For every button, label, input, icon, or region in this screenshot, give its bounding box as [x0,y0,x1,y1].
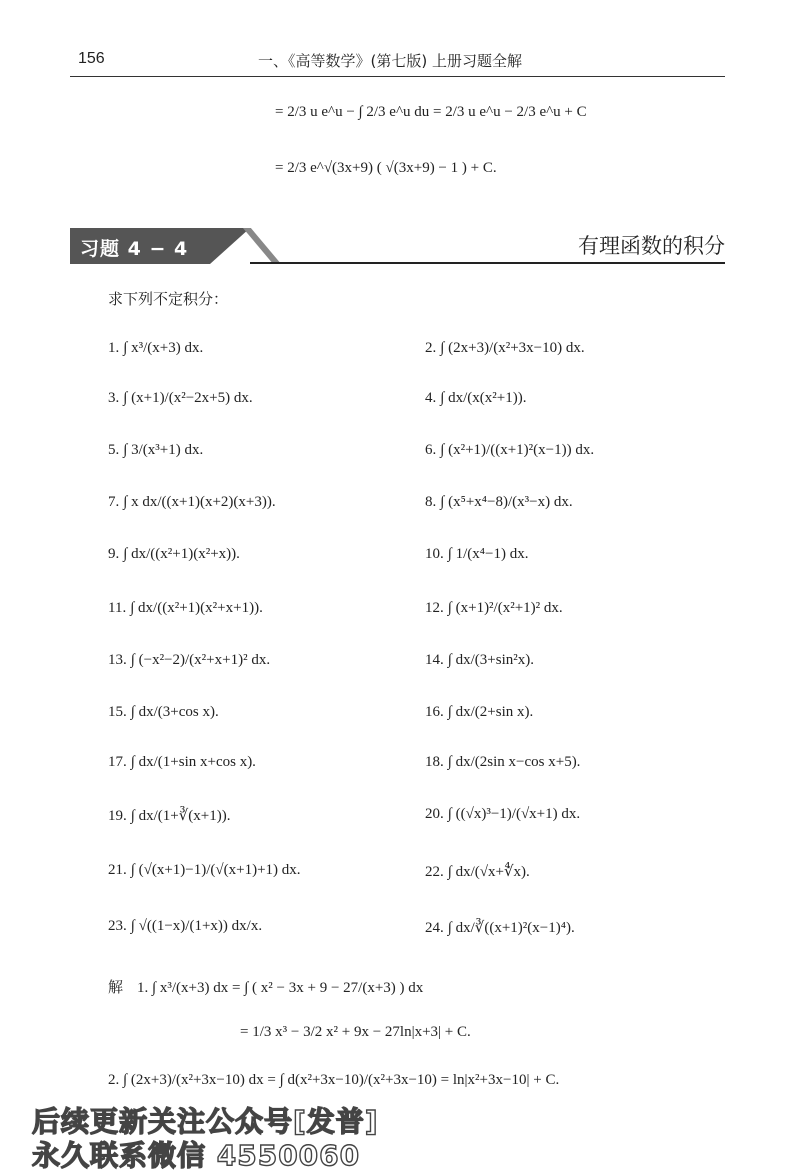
exercise-item [108,862,301,879]
exercise-number: 13. [108,652,127,668]
exercise-expression: ∫ ((√x)³−1)/(√x+1) dx. [447,806,581,822]
exercise-number: 5. [108,442,120,458]
exercise-number: 10. [425,546,444,562]
exercise-expression: ∫ √((1−x)/(1+x)) dx/x. [130,918,263,934]
continuation-line-2: = 2/3 e^√(3x+9) ( √(3x+9) − 1 ) + C. [275,160,497,176]
exercise-number: 6. [425,442,437,458]
exercise-item [108,546,240,563]
exercise-item [425,494,573,511]
exercise-item [425,600,563,617]
exercise-number: 20. [425,806,444,822]
exercise-expression: ∫ dx/((x²+1)(x²+x+1)). [130,600,263,616]
exercise-item [108,918,262,935]
exercise-expression: ∫ (−x²−2)/(x²+x+1)² dx. [130,652,271,668]
exercise-item [425,546,528,563]
exercise-number: 12. [425,600,444,616]
exercise-number: 9. [108,546,120,562]
exercise-number: 24. [425,920,444,936]
exercise-number: 19. [108,808,127,824]
exercise-expression: ∫ (x²+1)/((x+1)²(x−1)) dx. [440,442,595,458]
exercise-item [108,704,219,721]
exercise-expression: ∫ dx/(2sin x−cos x+5). [447,754,581,770]
exercise-number: 7. [108,494,120,510]
exercise-expression: ∫ dx/(√x+∜x). [447,864,530,880]
exercise-item [425,754,580,771]
watermark-line-2: 永久联系微信 4550060 [32,1139,361,1172]
section-topic: 有理函数的积分 [578,234,725,258]
solution-1-line-1: 解 1. ∫ x³/(x+3) dx = ∫ ( x² − 3x + 9 − 27/(x+3) ) dx [108,978,424,996]
exercise-item [425,862,530,881]
exercise-number: 3. [108,390,120,406]
exercise-item [425,442,594,459]
exercise-item [108,442,203,459]
exercise-number: 22. [425,864,444,880]
solution-2-line-1: 2. ∫ (2x+3)/(x²+3x−10) dx = ∫ d(x²+3x−10)/(x²+3x−10) = ln|x²+3x−10| + C. [108,1072,560,1088]
exercise-expression: ∫ x dx/((x+1)(x+2)(x+3)). [123,494,276,510]
exercise-number: 15. [108,704,127,720]
page-number: 156 [78,50,105,67]
exercise-expression: ∫ (√(x+1)−1)/(√(x+1)+1) dx. [130,862,301,878]
exercise-number: 16. [425,704,444,720]
exercise-number: 17. [108,754,127,770]
exercise-item [425,652,534,669]
exercise-intro: 求下列不定积分： [108,290,229,308]
exercise-item [108,754,256,771]
exercise-expression: ∫ (x+1)²/(x²+1)² dx. [447,600,563,616]
section-banner [70,228,725,264]
running-title: 一、《高等数学》(第七版) 上册习题全解 [258,52,522,70]
exercise-item [108,390,253,407]
exercise-expression: ∫ (x⁵+x⁴−8)/(x³−x) dx. [440,494,573,510]
exercise-item [425,340,585,357]
watermark-line-1: 后续更新关注公众号[发普] [32,1105,379,1138]
exercise-number: 18. [425,754,444,770]
exercise-item [425,806,580,823]
exercise-number: 2. [425,340,437,356]
exercise-expression: ∫ dx/(3+sin²x). [447,652,534,668]
exercise-item [425,918,575,937]
exercise-expression: ∫ dx/∛((x+1)²(x−1)⁴). [447,920,575,936]
exercise-number: 23. [108,918,127,934]
exercise-expression: ∫ 1/(x⁴−1) dx. [447,546,529,562]
exercise-expression: ∫ dx/(1+sin x+cos x). [130,754,256,770]
exercise-expression: ∫ (2x+3)/(x²+3x−10) dx. [440,340,585,356]
exercise-item [108,600,263,617]
exercise-expression: ∫ dx/((x²+1)(x²+x)). [123,546,240,562]
exercise-expression: ∫ dx/(x(x²+1)). [440,390,527,406]
exercise-item [108,652,270,669]
exercise-item [108,806,230,825]
exercise-expression: ∫ dx/(3+cos x). [130,704,219,720]
exercise-number: 1. [108,340,120,356]
exercise-item [425,704,533,721]
exercise-item [425,390,526,407]
exercise-expression: ∫ x³/(x+3) dx. [123,340,204,356]
solution-1-line-2: = 1/3 x³ − 3/2 x² + 9x − 27ln|x+3| + C. [240,1024,471,1040]
exercise-number: 4. [425,390,437,406]
exercise-number: 21. [108,862,127,878]
exercise-expression: ∫ 3/(x³+1) dx. [123,442,204,458]
exercise-expression: ∫ dx/(2+sin x). [447,704,534,720]
exercise-item [108,340,203,357]
continuation-line-1: = 2/3 u e^u − ∫ 2/3 e^u du = 2/3 u e^u − 2/3 e^u + C [275,104,587,120]
solution-label: 解 [108,978,124,996]
exercise-item [108,494,276,511]
exercise-number: 11. [108,600,127,616]
exercise-number: 14. [425,652,444,668]
header-rule [70,76,725,77]
exercise-expression: ∫ (x+1)/(x²−2x+5) dx. [123,390,253,406]
exercise-expression: ∫ dx/(1+∛(x+1)). [130,808,231,824]
section-label: 习题 4 − 4 [80,238,189,260]
exercise-number: 8. [425,494,437,510]
